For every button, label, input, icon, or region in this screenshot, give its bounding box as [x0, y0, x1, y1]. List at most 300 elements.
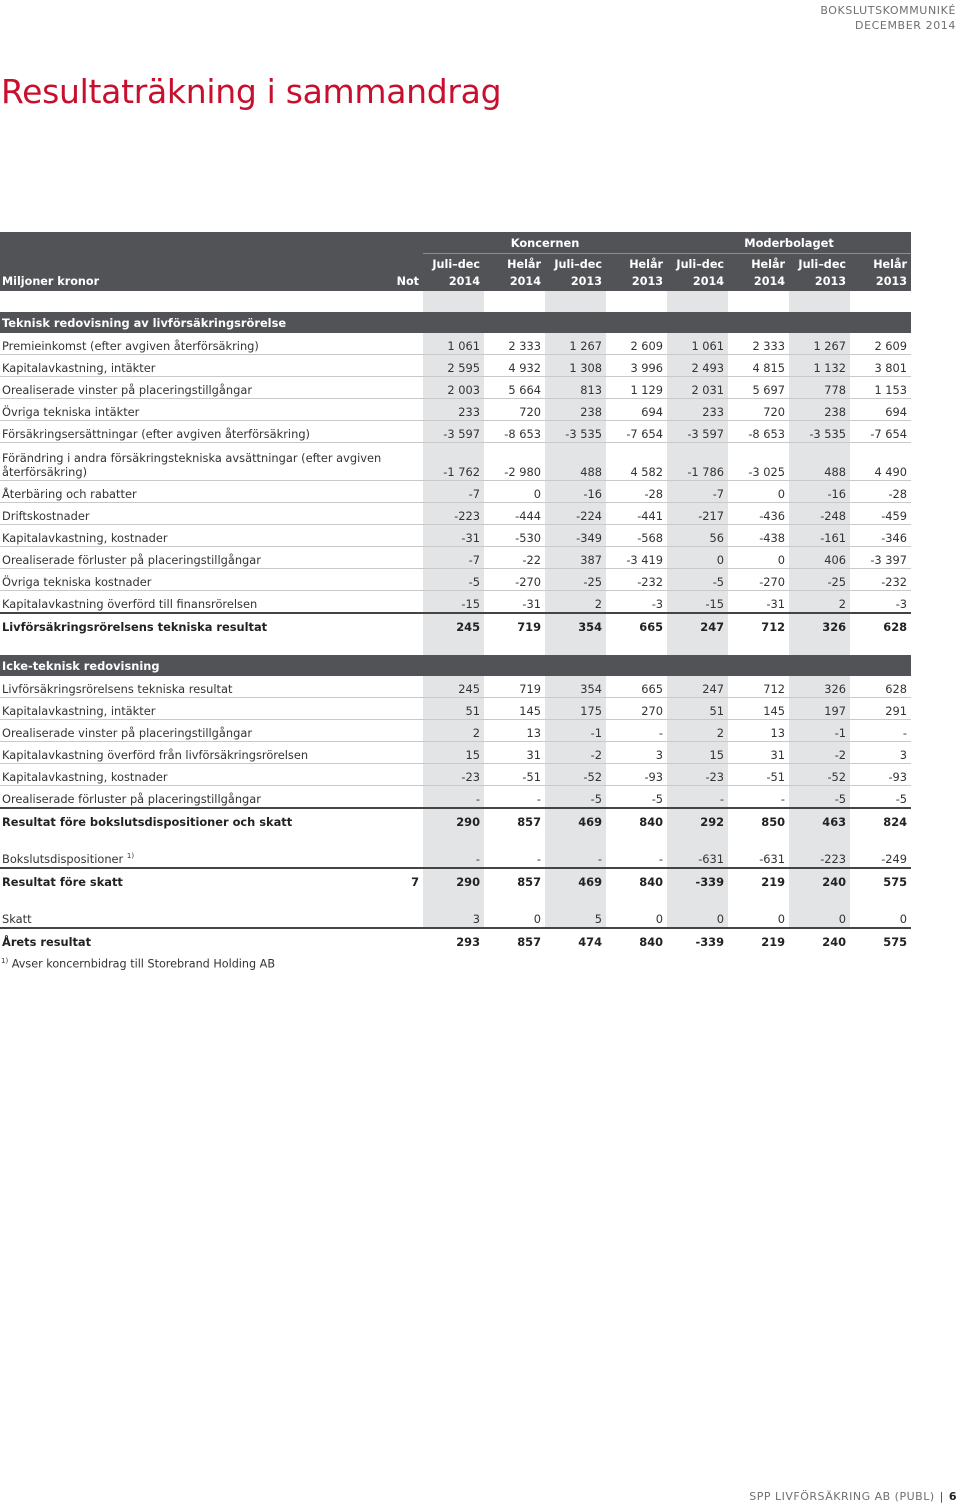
- value-cell: -28: [850, 481, 911, 503]
- row-label: [0, 569, 383, 591]
- value-cell: -3 025: [728, 443, 789, 481]
- value-cell: -: [850, 720, 911, 742]
- row-label-text: Kapitalavkastning överförd från livförsäkringsrörelsen: [2, 748, 309, 762]
- value-cell: -: [484, 846, 545, 868]
- table-row: [0, 525, 911, 547]
- row-label: [0, 764, 383, 786]
- row-label: [0, 591, 383, 614]
- value-cell: -93: [606, 764, 667, 786]
- value-cell: -5: [850, 786, 911, 809]
- value-cell: -2: [789, 742, 850, 764]
- table-row: [0, 786, 911, 809]
- row-label-text: Resultat före skatt: [2, 875, 123, 889]
- row-label: [0, 676, 383, 698]
- value-cell: -441: [606, 503, 667, 525]
- note-ref: [383, 928, 423, 950]
- spacer-row: [0, 830, 911, 846]
- total-row: [0, 868, 911, 890]
- value-cell: 3: [423, 906, 484, 928]
- report-header: [820, 3, 956, 33]
- value-cell: -51: [484, 764, 545, 786]
- total-row: [0, 928, 911, 950]
- row-label-text: Bokslutsdispositioner: [2, 852, 124, 866]
- value-cell: 1 267: [545, 333, 606, 355]
- table-row: [0, 764, 911, 786]
- note-ref: [383, 808, 423, 830]
- row-label: [0, 928, 383, 950]
- value-cell: -459: [850, 503, 911, 525]
- value-cell: 240: [789, 868, 850, 890]
- value-cell: 197: [789, 698, 850, 720]
- value-cell: 0: [667, 906, 728, 928]
- note-ref: [383, 720, 423, 742]
- value-cell: -31: [484, 591, 545, 614]
- value-cell: 463: [789, 808, 850, 830]
- row-label: [0, 613, 383, 635]
- table-row: [0, 906, 911, 928]
- value-cell: 354: [545, 613, 606, 635]
- value-cell: 0: [728, 481, 789, 503]
- value-cell: -8 653: [484, 421, 545, 443]
- report-period: DECEMBER 2014: [855, 19, 956, 32]
- value-cell: 0: [667, 547, 728, 569]
- value-cell: 469: [545, 808, 606, 830]
- value-cell: -15: [667, 591, 728, 614]
- value-cell: -22: [484, 547, 545, 569]
- value-cell: 2 493: [667, 355, 728, 377]
- row-label-text: Orealiserade vinster på placeringstillgångar: [2, 726, 253, 740]
- value-cell: -: [545, 846, 606, 868]
- value-cell: 2: [667, 720, 728, 742]
- column-header-row: [0, 254, 911, 276]
- value-cell: -1: [545, 720, 606, 742]
- row-label-text: Kapitalavkastning överförd till finansrörelsen: [2, 597, 258, 611]
- value-cell: 293: [423, 928, 484, 950]
- value-cell: -1 786: [667, 443, 728, 481]
- value-cell: 840: [606, 808, 667, 830]
- value-cell: -3 535: [789, 421, 850, 443]
- col-year: 2013: [570, 275, 602, 288]
- total-row: [0, 808, 911, 830]
- value-cell: -1 762: [423, 443, 484, 481]
- col-period: Helår: [629, 258, 664, 271]
- col-period: Juli–dec: [798, 258, 847, 271]
- value-cell: -2: [545, 742, 606, 764]
- table-row: [0, 742, 911, 764]
- value-cell: 857: [484, 928, 545, 950]
- value-cell: 469: [545, 868, 606, 890]
- footnote: [1, 957, 275, 971]
- value-cell: 15: [423, 742, 484, 764]
- note-ref: [383, 613, 423, 635]
- value-cell: 175: [545, 698, 606, 720]
- value-cell: -31: [423, 525, 484, 547]
- value-cell: 240: [789, 928, 850, 950]
- value-cell: 778: [789, 377, 850, 399]
- note-ref: [383, 399, 423, 421]
- section-header: [0, 312, 911, 333]
- value-cell: -16: [789, 481, 850, 503]
- value-cell: 694: [850, 399, 911, 421]
- value-cell: -: [606, 720, 667, 742]
- footnote-marker: 1): [126, 852, 135, 861]
- spacer-cell: [0, 830, 911, 846]
- value-cell: -23: [667, 764, 728, 786]
- value-cell: 665: [606, 676, 667, 698]
- value-cell: 1 132: [789, 355, 850, 377]
- row-label: [0, 786, 383, 809]
- value-cell: 1 153: [850, 377, 911, 399]
- value-cell: -: [423, 846, 484, 868]
- row-label-text: Orealiserade vinster på placeringstillgångar: [2, 383, 253, 397]
- value-cell: 3 801: [850, 355, 911, 377]
- value-cell: -223: [789, 846, 850, 868]
- table-row: [0, 591, 911, 614]
- value-cell: 0: [728, 547, 789, 569]
- value-cell: 290: [423, 868, 484, 890]
- col-year: 2014: [509, 275, 541, 288]
- col-year: 2013: [631, 275, 664, 288]
- value-cell: -7: [423, 481, 484, 503]
- table-row: [0, 421, 911, 443]
- table-row: [0, 569, 911, 591]
- row-label-text: Livförsäkringsrörelsens tekniska resultat: [2, 682, 233, 696]
- spacer-cell: [0, 890, 911, 906]
- value-cell: 840: [606, 928, 667, 950]
- value-cell: 13: [728, 720, 789, 742]
- value-cell: 488: [789, 443, 850, 481]
- footnote-marker: 1): [1, 957, 9, 965]
- row-label-text: Återbäring och rabatter: [2, 487, 137, 501]
- table-row: [0, 355, 911, 377]
- value-cell: 712: [728, 676, 789, 698]
- row-label-text: Försäkringsersättningar (efter avgiven återförsäkring): [2, 427, 310, 441]
- table-row: [0, 547, 911, 569]
- value-cell: 2 595: [423, 355, 484, 377]
- table-row: [0, 503, 911, 525]
- value-cell: 15: [667, 742, 728, 764]
- income-statement: [0, 232, 910, 950]
- row-label-text: Övriga tekniska intäkter: [2, 405, 140, 419]
- value-cell: 2 609: [850, 333, 911, 355]
- value-cell: -248: [789, 503, 850, 525]
- value-cell: -16: [545, 481, 606, 503]
- value-cell: 145: [728, 698, 789, 720]
- value-cell: -2 980: [484, 443, 545, 481]
- table-row: [0, 481, 911, 503]
- value-cell: -249: [850, 846, 911, 868]
- value-cell: 575: [850, 868, 911, 890]
- col-period: Helår: [751, 258, 786, 271]
- value-cell: -7 654: [606, 421, 667, 443]
- value-cell: 5: [545, 906, 606, 928]
- row-label: [0, 742, 383, 764]
- note-ref: [383, 481, 423, 503]
- value-cell: -15: [423, 591, 484, 614]
- footer-separator: |: [939, 1490, 944, 1503]
- value-cell: 719: [484, 676, 545, 698]
- spacer-cell: [0, 291, 911, 312]
- value-cell: 3: [606, 742, 667, 764]
- group-moderbolaget: Moderbolaget: [667, 232, 911, 254]
- value-cell: 290: [423, 808, 484, 830]
- note-ref: [383, 547, 423, 569]
- value-cell: 488: [545, 443, 606, 481]
- value-cell: 840: [606, 868, 667, 890]
- year-header-row: [0, 275, 911, 291]
- note-ref: [383, 846, 423, 868]
- value-cell: 31: [728, 742, 789, 764]
- group-header-row: [0, 232, 911, 254]
- value-cell: -224: [545, 503, 606, 525]
- note-ref: [383, 355, 423, 377]
- value-cell: 219: [728, 868, 789, 890]
- value-cell: 387: [545, 547, 606, 569]
- value-cell: -568: [606, 525, 667, 547]
- value-cell: -28: [606, 481, 667, 503]
- value-cell: -: [423, 786, 484, 809]
- row-label-text: Årets resultat: [2, 935, 92, 949]
- row-label-text: Förändring i andra försäkringstekniska avsättningar (efter avgiven återförsäkring): [2, 451, 382, 479]
- row-label: [0, 547, 383, 569]
- value-cell: 694: [606, 399, 667, 421]
- page-footer: [749, 1490, 957, 1503]
- value-cell: 238: [545, 399, 606, 421]
- note-ref: [383, 503, 423, 525]
- section-title: Icke-teknisk redovisning: [0, 655, 911, 676]
- total-row: [0, 613, 911, 635]
- row-label-text: Övriga tekniska kostnader: [2, 575, 152, 589]
- value-cell: 2 003: [423, 377, 484, 399]
- table-row: [0, 676, 911, 698]
- value-cell: 2 609: [606, 333, 667, 355]
- note-ref: [383, 421, 423, 443]
- row-label-text: Skatt: [2, 912, 32, 926]
- value-cell: 2 333: [728, 333, 789, 355]
- col-year: 2014: [692, 275, 725, 288]
- row-label-text: Kapitalavkastning, kostnader: [2, 770, 168, 784]
- note-ref: [383, 525, 423, 547]
- value-cell: 474: [545, 928, 606, 950]
- value-cell: 4 582: [606, 443, 667, 481]
- row-label: [0, 720, 383, 742]
- value-cell: -3 597: [667, 421, 728, 443]
- row-label: [0, 399, 383, 421]
- value-cell: -: [606, 846, 667, 868]
- row-label-text: Kapitalavkastning, intäkter: [2, 361, 156, 375]
- table-row: [0, 720, 911, 742]
- value-cell: -93: [850, 764, 911, 786]
- value-cell: 857: [484, 808, 545, 830]
- page-number: 6: [948, 1490, 957, 1503]
- note-ref: [383, 906, 423, 928]
- value-cell: -: [667, 786, 728, 809]
- col-year: 2014: [448, 275, 480, 288]
- value-cell: 51: [423, 698, 484, 720]
- value-cell: -5: [667, 569, 728, 591]
- value-cell: 1 129: [606, 377, 667, 399]
- value-cell: 0: [850, 906, 911, 928]
- value-cell: -23: [423, 764, 484, 786]
- value-cell: 0: [484, 481, 545, 503]
- value-cell: -161: [789, 525, 850, 547]
- col-year: 2013: [875, 275, 908, 288]
- value-cell: 1 061: [423, 333, 484, 355]
- unit-label: Miljoner kronor: [2, 275, 100, 288]
- note-ref: [383, 786, 423, 809]
- value-cell: 51: [667, 698, 728, 720]
- section-header: [0, 655, 911, 676]
- row-label-text: Driftskostnader: [2, 509, 90, 523]
- value-cell: 326: [789, 613, 850, 635]
- row-label: [0, 868, 383, 890]
- value-cell: 665: [606, 613, 667, 635]
- value-cell: -270: [484, 569, 545, 591]
- value-cell: -5: [545, 786, 606, 809]
- value-cell: -25: [545, 569, 606, 591]
- row-label: [0, 355, 383, 377]
- value-cell: -631: [728, 846, 789, 868]
- row-label: [0, 443, 383, 481]
- value-cell: -270: [728, 569, 789, 591]
- value-cell: 2: [423, 720, 484, 742]
- value-cell: 233: [667, 399, 728, 421]
- value-cell: -3 535: [545, 421, 606, 443]
- spacer-row: [0, 635, 911, 655]
- value-cell: 0: [484, 906, 545, 928]
- value-cell: -3 597: [423, 421, 484, 443]
- note-ref: [383, 377, 423, 399]
- col-period: Juli–dec: [554, 258, 602, 271]
- footer-company: SPP LIVFÖRSÄKRING AB (PUBL): [749, 1490, 935, 1503]
- row-label-text: Orealiserade förluster på placeringstillgångar: [2, 792, 261, 806]
- value-cell: 3: [850, 742, 911, 764]
- value-cell: 406: [789, 547, 850, 569]
- row-label-text: Kapitalavkastning, intäkter: [2, 704, 156, 718]
- value-cell: -52: [545, 764, 606, 786]
- row-label-text: Livförsäkringsrörelsens tekniska resultat: [2, 620, 268, 634]
- note-ref: [383, 676, 423, 698]
- value-cell: 5 664: [484, 377, 545, 399]
- value-cell: 3 996: [606, 355, 667, 377]
- value-cell: 233: [423, 399, 484, 421]
- section-title: Teknisk redovisning av livförsäkringsrörelse: [0, 312, 911, 333]
- row-label-text: Resultat före bokslutsdispositioner och skatt: [2, 815, 293, 829]
- spacer-row: [0, 291, 911, 312]
- value-cell: -346: [850, 525, 911, 547]
- value-cell: 245: [423, 676, 484, 698]
- value-cell: 719: [484, 613, 545, 635]
- col-period: Helår: [507, 258, 541, 271]
- value-cell: -339: [667, 928, 728, 950]
- note-ref: [383, 591, 423, 614]
- value-cell: -: [728, 786, 789, 809]
- value-cell: 2: [789, 591, 850, 614]
- value-cell: -5: [789, 786, 850, 809]
- value-cell: -436: [728, 503, 789, 525]
- note-ref: 7: [383, 868, 423, 890]
- note-ref: [383, 742, 423, 764]
- value-cell: 13: [484, 720, 545, 742]
- value-cell: 326: [789, 676, 850, 698]
- value-cell: -52: [789, 764, 850, 786]
- value-cell: 56: [667, 525, 728, 547]
- value-cell: 354: [545, 676, 606, 698]
- income-statement-table: [0, 232, 911, 950]
- value-cell: 270: [606, 698, 667, 720]
- note-ref: [383, 569, 423, 591]
- value-cell: -25: [789, 569, 850, 591]
- value-cell: -339: [667, 868, 728, 890]
- value-cell: 238: [789, 399, 850, 421]
- col-year: 2014: [753, 275, 786, 288]
- value-cell: 2 333: [484, 333, 545, 355]
- value-cell: 1 267: [789, 333, 850, 355]
- note-ref: [383, 698, 423, 720]
- value-cell: 5 697: [728, 377, 789, 399]
- row-label-text: Orealiserade förluster på placeringstillgångar: [2, 553, 261, 567]
- value-cell: -8 653: [728, 421, 789, 443]
- value-cell: -31: [728, 591, 789, 614]
- value-cell: -1: [789, 720, 850, 742]
- value-cell: 31: [484, 742, 545, 764]
- table-row: [0, 698, 911, 720]
- note-ref: [383, 333, 423, 355]
- value-cell: -7 654: [850, 421, 911, 443]
- value-cell: 145: [484, 698, 545, 720]
- table-row: [0, 399, 911, 421]
- value-cell: 0: [606, 906, 667, 928]
- col-period: Helår: [873, 258, 908, 271]
- row-label: [0, 481, 383, 503]
- row-label: [0, 421, 383, 443]
- table-row: [0, 846, 911, 868]
- value-cell: -5: [423, 569, 484, 591]
- value-cell: 247: [667, 613, 728, 635]
- row-label: [0, 503, 383, 525]
- value-cell: 247: [667, 676, 728, 698]
- report-type: BOKSLUTSKOMMUNIKÉ: [820, 4, 956, 17]
- value-cell: 2: [545, 591, 606, 614]
- value-cell: 245: [423, 613, 484, 635]
- row-label-text: Kapitalavkastning, kostnader: [2, 531, 168, 545]
- col-year: 2013: [814, 275, 847, 288]
- value-cell: 4 490: [850, 443, 911, 481]
- value-cell: -5: [606, 786, 667, 809]
- value-cell: 292: [667, 808, 728, 830]
- value-cell: -7: [667, 481, 728, 503]
- not-header: Not: [396, 275, 419, 288]
- value-cell: 712: [728, 613, 789, 635]
- spacer-row: [0, 890, 911, 906]
- value-cell: -232: [850, 569, 911, 591]
- page-title: Resultaträkning i sammandrag: [1, 72, 502, 111]
- spacer-cell: [0, 635, 911, 655]
- value-cell: -223: [423, 503, 484, 525]
- value-cell: -530: [484, 525, 545, 547]
- value-cell: 291: [850, 698, 911, 720]
- value-cell: -7: [423, 547, 484, 569]
- value-cell: 0: [728, 906, 789, 928]
- value-cell: 219: [728, 928, 789, 950]
- value-cell: 813: [545, 377, 606, 399]
- table-row: [0, 377, 911, 399]
- value-cell: 628: [850, 676, 911, 698]
- value-cell: 2 031: [667, 377, 728, 399]
- row-label-text: Premieinkomst (efter avgiven återförsäkring): [2, 339, 259, 353]
- row-label: [0, 846, 383, 868]
- table-row: [0, 443, 911, 481]
